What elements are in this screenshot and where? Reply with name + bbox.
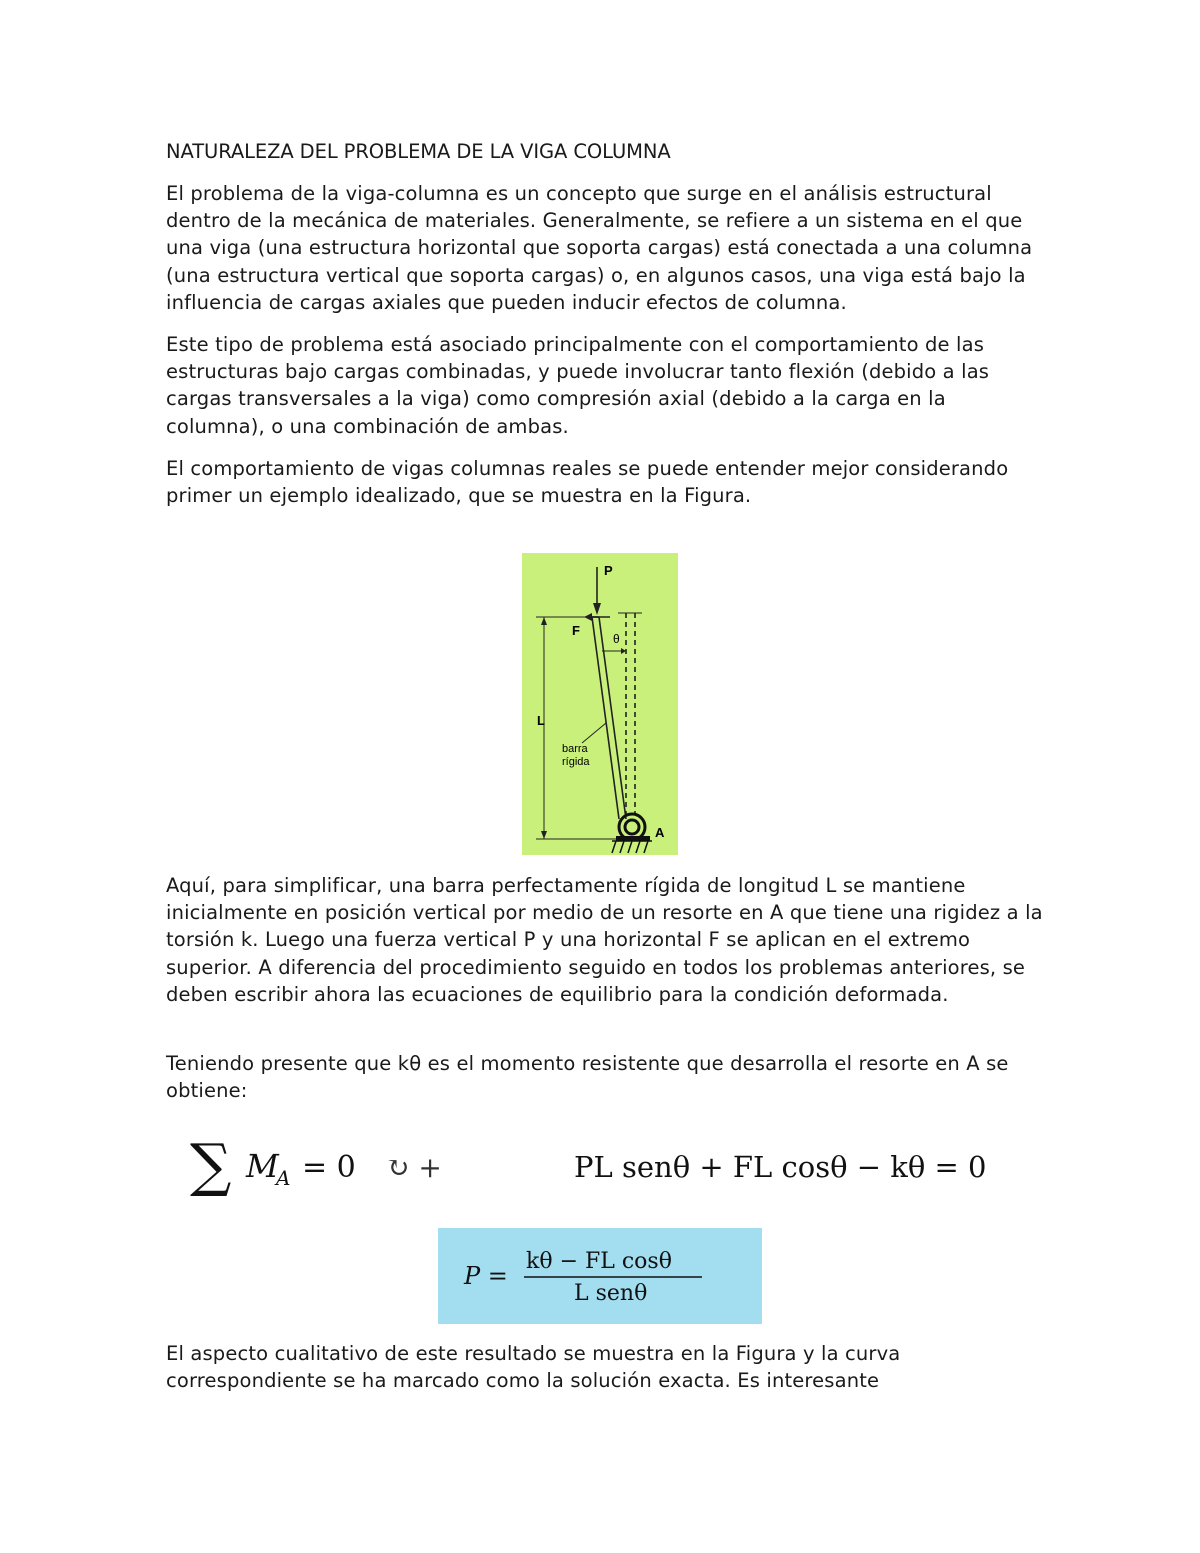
- document-body: [166, 138, 1046, 524]
- formula-denominator: L senθ: [574, 1281, 648, 1306]
- label-p: P: [604, 563, 613, 578]
- equilibrium-equation: [190, 1133, 1010, 1203]
- label-l: L: [537, 713, 545, 728]
- label-a: A: [655, 825, 665, 840]
- label-bar-line1: barra: [562, 743, 588, 755]
- equals-zero: = 0: [302, 1150, 356, 1185]
- label-f: F: [572, 623, 580, 638]
- formula-lhs: P =: [464, 1262, 508, 1290]
- paragraph-intro: El problema de la viga-columna es un concepto que surge en el análisis estructural dentro de la mecánica de materiales. Generalmente, se refiere a un sistema en el que una viga (una estructura horizontal que soporta cargas) está conectada a una columna (una estructura vertical que soporta cargas) o, en algunos casos, una viga está bajo la influencia de cargas axiales que pueden inducir efectos de columna.: [166, 182, 1033, 314]
- load-formula-box: [438, 1228, 762, 1324]
- rigid-bar-figure: [522, 553, 678, 855]
- ccw-plus: ↻ +: [386, 1151, 442, 1184]
- paragraph-rigid-bar: Aquí, para simplificar, una barra perfectamente rígida de longitud L se mantiene inicialmente en posición vertical por medio de un resorte en A que tiene una rigidez a la torsión k. Luego una fuerza vertical P y una horizontal F se aplican en el extremo superior. A diferencia del procedimiento seguido en todos los problemas anteriores, se deben escribir ahora las ecuaciones de equilibrio para la condición deformada.: [166, 874, 1043, 1006]
- paragraph-idealized-example: El comportamiento de vigas columnas reales se puede entender mejor considerando primer un ejemplo idealizado, que se muestra en la Figura.: [166, 456, 1009, 508]
- moment-symbol: M: [246, 1147, 279, 1185]
- paragraph-spring-moment: Teniendo presente que kθ es el momento resistente que desarrolla el resorte en A se obtiene:: [166, 1052, 1009, 1103]
- paragraph-qualitative: El aspecto cualitativo de este resultado se muestra en la Figura y la curva correspondiente se ha marcado como la solución exacta. Es interesante: [166, 1342, 901, 1393]
- label-theta: θ: [613, 632, 620, 646]
- moment-subscript: A: [276, 1166, 291, 1190]
- sum-symbol: ∑: [190, 1133, 232, 1199]
- formula-numerator: kθ − FL cosθ: [526, 1249, 672, 1274]
- equation-rhs: PL senθ + FL cosθ − kθ = 0: [574, 1150, 987, 1184]
- figure-background: [522, 553, 678, 855]
- document-title: NATURALEZA DEL PROBLEMA DE LA VIGA COLUMNA: [166, 140, 671, 163]
- label-bar-line2: rígida: [562, 756, 590, 768]
- paragraph-combined-loads: Este tipo de problema está asociado principalmente con el comportamiento de las estructuras bajo cargas combinadas, y puede involucrar tanto flexión (debido a las cargas transversales a la viga) como compresión axial (debido a la carga en la columna), o una combinación de ambas.: [166, 333, 990, 438]
